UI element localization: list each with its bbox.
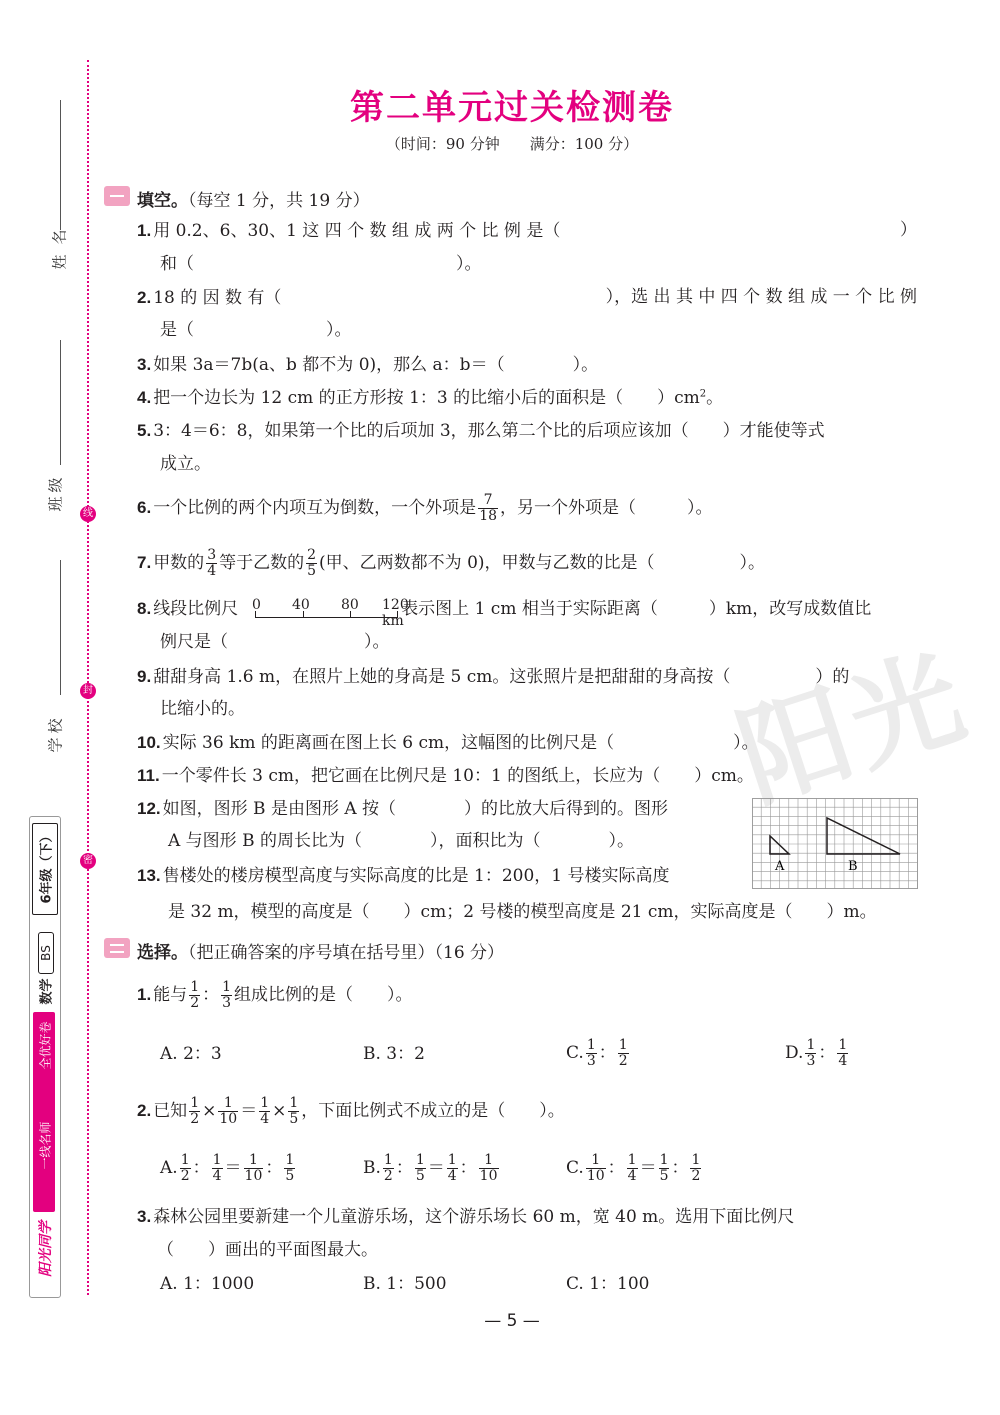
grade-label: 6年级（下） — [39, 829, 55, 904]
s2-q3-option-c[interactable]: C. 1：100 — [566, 1274, 650, 1294]
school-line — [60, 560, 61, 695]
fraction: $\frac{7}{18}$ — [479, 492, 498, 524]
s2-q3-option-b[interactable]: B. 1：500 — [363, 1274, 447, 1294]
s1-q12-line2: A 与图形 B 的周长比为（ ），面积比为（ ）。 — [168, 831, 634, 851]
s1-q1-line2: 和（ ）。 — [160, 254, 482, 274]
figure-b-label: B — [848, 859, 858, 874]
section2-note: （把正确答案的序号填在括号里）（16 分） — [188, 943, 505, 963]
section2-badge — [104, 938, 130, 958]
cut-line-mark: 线 — [80, 506, 96, 522]
s1-q9-line2: 比缩小的。 — [160, 699, 245, 719]
class-line — [60, 340, 61, 465]
s1-q3: 3. 如果 3a＝7b(a、b 都不为 0)，那么 a：b＝（ ）。 — [137, 355, 599, 375]
edition-label: BS — [38, 932, 54, 974]
page-title: 第二单元过关检测卷 — [350, 88, 674, 128]
s1-q11: 11. 一个零件长 3 cm，把它画在比例尺是 10：1 的图纸上，长应为（ ）cm。 — [137, 766, 754, 786]
fraction: $\frac{2}{5}$ — [307, 547, 317, 579]
s2-q1-option-c[interactable]: C. $\frac{1}{3}$ ： $\frac{1}{2}$ — [566, 1037, 628, 1069]
s2-q3-line2: （ ）画出的平面图最大。 — [157, 1240, 378, 1260]
s1-q12-line1: 12. 如图，图形 B 是由图形 A 按（ ）的比放大后得到的。图形 — [137, 799, 669, 819]
page-number: — 5 — — [484, 1311, 540, 1331]
s2-q2-option-a[interactable]: A. $\frac{1}{2}$ ： $\frac{1}{4}$ ＝ $\frac{1}{10}$ ： $\frac{1}{5}$ — [160, 1152, 295, 1184]
section1-heading — [137, 186, 370, 211]
section2-heading — [137, 938, 504, 963]
binding-dash-line — [87, 60, 89, 1295]
s1-q9-line1: 9. 甜甜身高 1.6 m，在照片上她的身高是 5 cm。这张照片是把甜甜的身高按（ ）的 — [137, 667, 850, 687]
cut-sealed-mark: 密 — [80, 853, 96, 869]
s1-q7: 7. 甲数的 $\frac{3}{4}$ 等于乙数的 $\frac{2}{5}$ (甲、乙两数都不为 0)，甲数与乙数的比是（ ）。 — [137, 547, 766, 579]
series-label: 阳光同学 — [38, 1221, 54, 1277]
s2-q1-option-a[interactable]: A. 2：3 — [160, 1044, 222, 1064]
grid-figure — [752, 798, 920, 890]
book-banner — [29, 816, 61, 1298]
class-label: 班级 — [46, 473, 65, 512]
watermark: 阳光 — [723, 630, 984, 825]
school-label: 学校 — [46, 714, 65, 753]
tag1-label: 一线名师 — [38, 1121, 53, 1170]
s1-q5-line1: 5. 3：4＝6：8，如果第一个比的后项加 3，那么第二个比的后项应该加（ ）才能使等式 — [137, 421, 825, 441]
s1-q5-line2: 成立。 — [160, 454, 211, 474]
s1-q1-line1: 1. 用 0.2、6、30、1 这 四 个 数 组 成 两 个 比 例 是（ ） — [137, 220, 917, 241]
s1-q4: 4. 把一个边长为 12 cm 的正方形按 1：3 的比缩小后的面积是（ ）$cm^2$。 — [137, 388, 724, 408]
question-number: 1. — [137, 221, 152, 240]
s1-q8-line2: 例尺是（ ）。 — [160, 632, 390, 652]
subject-label: 数学 — [39, 978, 55, 1005]
section1-title: 填空。 — [137, 191, 188, 211]
s1-q6: 6. 一个比例的两个内项互为倒数，一个外项是 $\frac{7}{18}$ ，另一个外项是（ ）。 — [137, 492, 713, 524]
scale-bar: 0 40 80 120 km — [252, 597, 409, 629]
s1-q2-line2: 是（ ）。 — [160, 320, 352, 340]
s1-q13-line1: 13. 售楼处的楼房模型高度与实际高度的比是 1：200，1 号楼实际高度 — [137, 866, 670, 886]
section1-note: （每空 1 分，共 19 分） — [188, 191, 370, 211]
s2-q2: 2. 已知 $\frac{1}{2}$ × $\frac{1}{10}$ ＝ $\frac{1}{4}$ × $\frac{1}{5}$ ，下面比例式不成立的是（ ）。 — [137, 1095, 565, 1127]
s2-q1: 1. 能与 $\frac{1}{2}$ ： $\frac{1}{3}$ 组成比例的是（ ）。 — [137, 979, 413, 1011]
s2-q3-option-a[interactable]: A. 1：1000 — [160, 1274, 255, 1294]
s2-q2-option-b[interactable]: B. $\frac{1}{2}$ ： $\frac{1}{5}$ ＝ $\frac{1}{4}$ ： $\frac{1}{10}$ — [363, 1152, 498, 1184]
tag2-label: 全优好卷 — [38, 1021, 53, 1070]
s1-q8-line1: 8. 线段比例尺 表示图上 1 cm 相当于实际距离（ ）km，改写成数值比 — [137, 599, 872, 619]
s2-q3-line1: 3. 森林公园里要新建一个儿童游乐场，这个游乐场长 60 m，宽 40 m。选用下面比例尺 — [137, 1207, 795, 1227]
s2-q2-option-c[interactable]: C. $\frac{1}{10}$ ： $\frac{1}{4}$ ＝ $\frac{1}{5}$ ： $\frac{1}{2}$ — [566, 1152, 701, 1184]
figure-a-label: A — [775, 859, 785, 874]
fraction: $\frac{3}{4}$ — [207, 547, 217, 579]
cut-seal-mark: 封 — [80, 683, 96, 699]
s2-q1-option-d[interactable]: D. $\frac{1}{3}$ ： $\frac{1}{4}$ — [785, 1037, 848, 1069]
name-label: 姓名 — [50, 219, 69, 270]
s1-q2-line1: 2. 18 的 因 数 有（ ），选 出 其 中 四 个 数 组 成 一 个 比 例 — [137, 287, 917, 308]
s1-q13-line2: 是 32 m，模型的高度是（ ）cm；2 号楼的模型高度是 21 cm，实际高度是（ ）m。 — [168, 902, 877, 922]
page-subtitle: （时间：90 分钟 满分：100 分） — [385, 135, 639, 153]
section2-title: 选择。 — [137, 943, 188, 963]
s2-q1-option-b[interactable]: B. 3：2 — [363, 1044, 425, 1064]
section1-badge — [104, 186, 130, 206]
s1-q10: 10. 实际 36 km 的距离画在图上长 6 cm，这幅图的比例尺是（ ）。 — [137, 733, 759, 753]
